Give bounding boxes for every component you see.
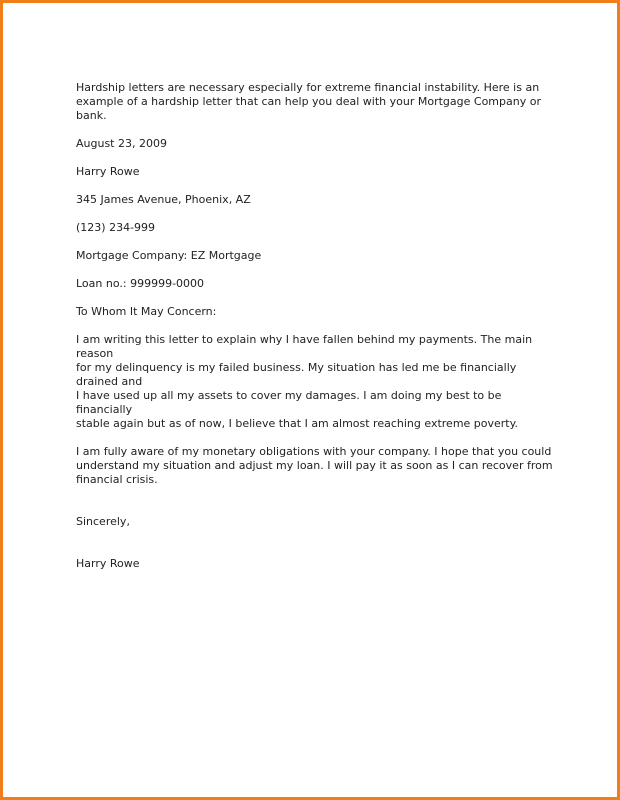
salutation: To Whom It May Concern:	[76, 305, 217, 318]
intro-paragraph: Hardship letters are necessary especially for extreme financial instability. Here is an example of a hardship letter that can help you deal with your Mortgage Company or bank.	[76, 81, 541, 122]
signature-name: Harry Rowe	[76, 557, 140, 570]
mortgage-company: Mortgage Company: EZ Mortgage	[76, 249, 262, 262]
letter-date: August 23, 2009	[76, 137, 167, 150]
sender-name: Harry Rowe	[76, 165, 140, 178]
loan-number: Loan no.: 999999-0000	[76, 277, 205, 290]
body-paragraph-1: I am writing this letter to explain why I have fallen behind my payments. The main reason for my delinquency is my failed business. My situation has led me be financially drained and I have used up all my assets to cover my damages. I am doing my best to be financially stable again but as of now, I believe that I am almost reaching extreme poverty.	[76, 333, 533, 430]
sender-phone: (123) 234-999	[76, 221, 156, 234]
hardship-letter	[76, 81, 556, 585]
body-paragraph-2: I am fully aware of my monetary obligations with your company. I hope that you could understand my situation and adjust my loan. I will pay it as soon as I can recover from financial crisis.	[76, 445, 553, 486]
sender-address: 345 James Avenue, Phoenix, AZ	[76, 193, 251, 206]
closing: Sincerely,	[76, 515, 130, 528]
